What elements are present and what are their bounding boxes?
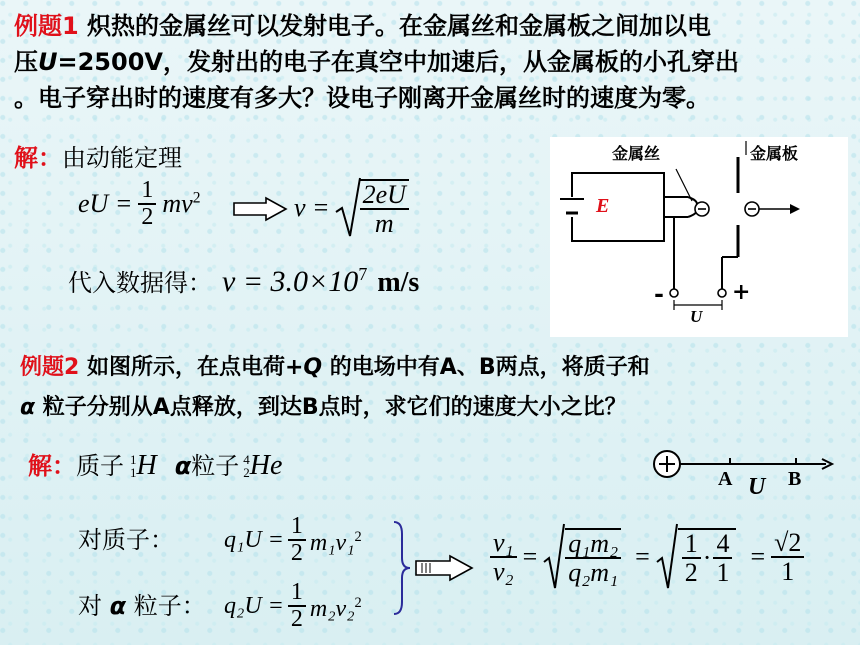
label-u: U <box>690 307 703 326</box>
ex1-line1 <box>14 8 854 44</box>
ex1-sol-tag: 解： <box>14 144 62 172</box>
label-filament: 金属丝 <box>612 144 661 163</box>
ratio-equation <box>490 522 804 592</box>
diagram-electron-gun <box>550 137 848 337</box>
eq-velocity <box>294 176 409 240</box>
field-line-drawing <box>650 448 840 488</box>
proton-half <box>288 514 306 566</box>
sqrt-numeric-icon <box>656 522 678 592</box>
frac2-den: 1 <box>716 558 730 587</box>
final-den: 1 <box>781 557 795 586</box>
alpha-equation <box>224 580 362 632</box>
ex1-paragraph <box>14 8 854 116</box>
alpha-label: α <box>174 452 192 480</box>
proton-eq-rhs <box>310 519 362 561</box>
result-exp: 7 <box>358 264 368 284</box>
ex1-tag: 例题1 <box>14 12 79 40</box>
ex1-line3: 。电子穿出时的速度有多大？设电子刚离开金属丝时的速度为零。 <box>14 84 710 112</box>
dot-op: · <box>702 543 712 572</box>
root-den: m <box>374 209 394 238</box>
proton-eq-row <box>78 514 362 566</box>
subst-label: 代入数据得： <box>68 269 212 297</box>
for-alpha-label <box>78 588 224 624</box>
for-alpha-a: 对 <box>78 592 102 621</box>
alpha-half-den: 2 <box>290 606 303 633</box>
eq-sign-2: = <box>635 542 650 571</box>
ex2-line2-rest: 粒子分别从A点释放，到达B点时，求它们的速度大小之比？ <box>42 395 627 420</box>
ex2-line1-rest: 的电场中有A、B两点，将质子和 <box>329 355 650 380</box>
ex2-line1 <box>20 348 850 388</box>
alpha-eq-rhs <box>310 585 362 627</box>
proton-mv: m₁v₁ <box>309 530 355 557</box>
h-charge: 1 <box>130 465 137 480</box>
proton-half-den: 2 <box>290 540 303 567</box>
v2-label: v₂ <box>493 557 514 586</box>
alpha-eq-lhs: q₂U = <box>224 593 284 620</box>
ex1-line2-start: 压 <box>14 48 38 76</box>
point-a-label: A <box>718 468 733 490</box>
h-mass: 1 <box>130 452 137 467</box>
num-frac-2 <box>713 530 732 587</box>
ex2-paragraph <box>20 348 850 428</box>
sqrt-ratio-icon <box>543 522 565 592</box>
result-lhs: v = 3.0×10 <box>222 265 359 298</box>
half-den: 2 <box>141 204 154 231</box>
proton-square: 2 <box>354 529 362 546</box>
num-frac-1 <box>682 530 701 587</box>
v-eq-lhs: v = <box>294 193 330 222</box>
label-plate: 金属板 <box>750 144 799 163</box>
implies-arrow-2-icon <box>414 554 474 582</box>
numeric-product <box>678 528 737 587</box>
frac1-num: 1 <box>682 530 701 559</box>
helium-symbol: He <box>249 450 283 481</box>
sqrt-numeric <box>656 522 737 592</box>
square-exp: 2 <box>192 189 201 207</box>
ex2-line1-start: 如图所示，在点电荷+ <box>86 355 304 380</box>
brace-icon <box>392 520 412 616</box>
v1-label: v₁ <box>490 529 517 558</box>
eq-sign-3: = <box>750 542 766 571</box>
proton-half-num: 1 <box>288 514 306 541</box>
alpha-symbol: α <box>20 395 36 420</box>
v-ratio <box>490 529 517 586</box>
diagram-field-line <box>650 448 840 508</box>
eq-energy-lhs: eU = <box>78 189 133 219</box>
he-mass: 4 <box>243 452 250 467</box>
final-ratio <box>771 529 804 586</box>
for-alpha-b: 粒子： <box>133 592 206 621</box>
alpha-half-num: 1 <box>288 580 306 607</box>
final-num: √2 <box>771 529 804 558</box>
hydrogen-symbol: H <box>136 450 157 481</box>
point-b-label: B <box>788 468 802 490</box>
result-value <box>222 264 367 299</box>
label-plus: + <box>732 279 751 305</box>
charge-symbol: Q <box>303 355 323 380</box>
proton-eq-lhs: q₁U = <box>224 527 284 554</box>
eq-sign-1: = <box>522 542 538 571</box>
proton-equation <box>224 514 362 566</box>
alpha-square: 2 <box>354 595 362 612</box>
ratio-num: q₁m₂ <box>565 530 621 559</box>
q-m-ratio <box>565 528 621 587</box>
proton-label: 质子 <box>76 452 124 480</box>
sqrt-ratio <box>543 522 621 592</box>
half-fraction <box>138 178 156 230</box>
root-num: 2eU <box>360 181 409 210</box>
mv-text: mv <box>162 189 193 219</box>
for-alpha-symbol: α <box>109 592 127 621</box>
root-fraction <box>360 179 409 238</box>
ex1-line2 <box>14 44 854 80</box>
ex1-line1-text: 炽热的金属丝可以发射电子。在金属丝和金属板之间加以电 <box>87 12 712 40</box>
result-unit: m/s <box>377 267 420 298</box>
alpha-half <box>288 580 306 632</box>
potential-u-label: U <box>748 474 766 500</box>
ex2-sol-tag: 解： <box>28 452 76 480</box>
ex1-line2-rest: =2500V，发射出的电子在真空中加速后，从金属板的小孔穿出 <box>57 48 739 76</box>
eq-energy <box>78 178 201 230</box>
ex2-line2 <box>20 388 850 428</box>
ex1-sol-text: 由动能定理 <box>62 144 182 172</box>
label-minus: - <box>654 279 664 308</box>
ex1-result <box>68 264 419 301</box>
label-emf: E <box>596 195 610 217</box>
sqrt-sign-icon <box>334 176 362 240</box>
ex2-tag: 例题2 <box>20 355 80 380</box>
frac2-num: 4 <box>713 530 732 559</box>
ex1-solution-heading <box>14 140 182 176</box>
alpha-eq-row <box>78 580 362 632</box>
he-charge: 2 <box>243 465 250 480</box>
eq-energy-rhs <box>162 189 200 219</box>
half-num: 1 <box>138 178 156 205</box>
alpha-mv: m₂v₂ <box>309 596 355 623</box>
particle-label: 粒子 <box>191 452 240 480</box>
frac1-den: 2 <box>684 558 698 587</box>
for-proton-label: 对质子： <box>78 526 174 555</box>
voltage-symbol: U <box>38 48 58 76</box>
ratio-den: q₂m₁ <box>568 558 619 587</box>
ex2-solution-heading <box>28 448 282 484</box>
implies-arrow-icon <box>232 196 288 222</box>
